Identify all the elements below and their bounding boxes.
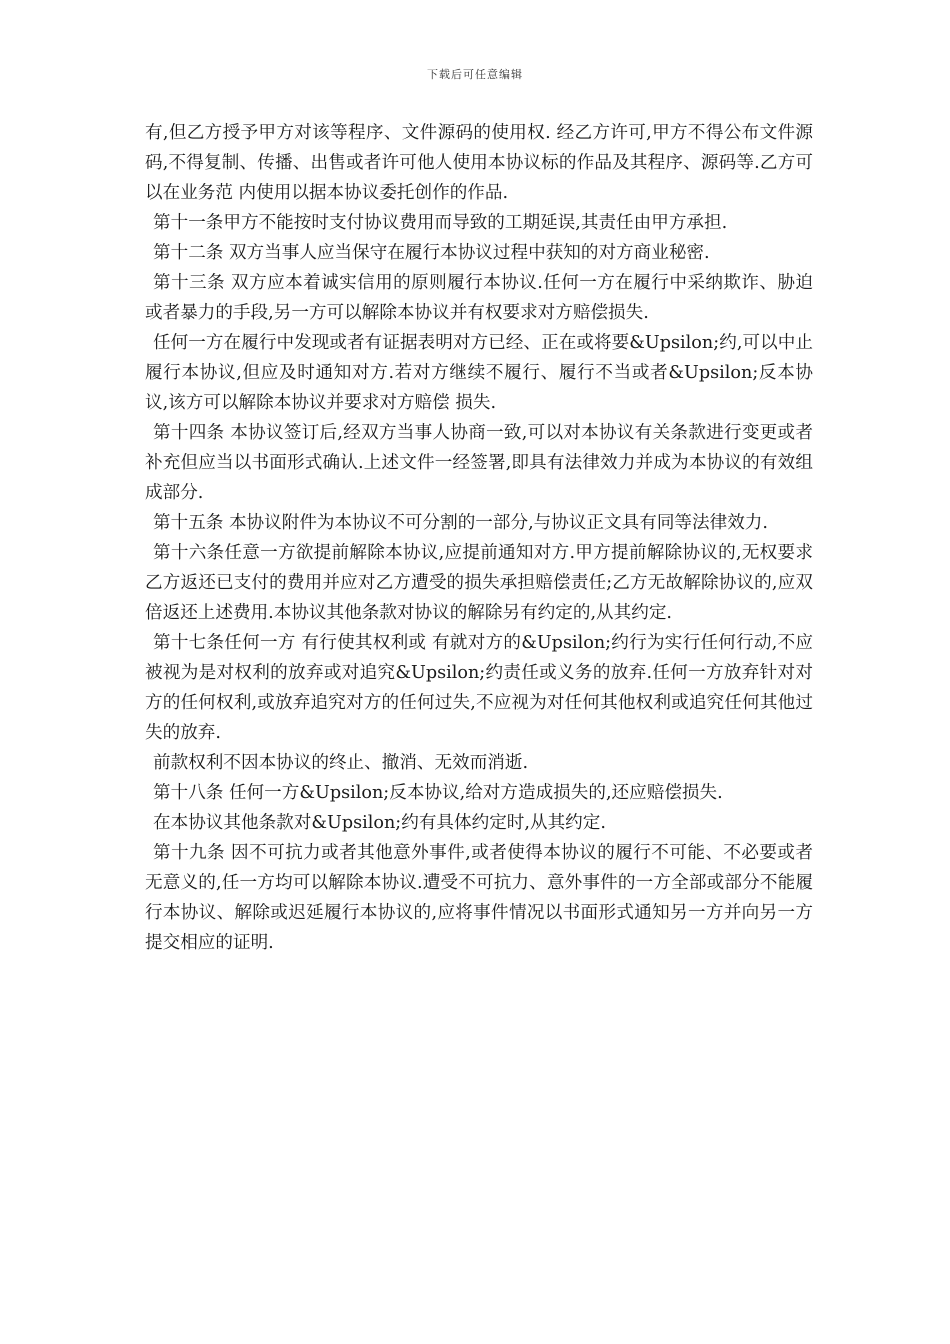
paragraph-article-16: 第十六条任意一方欲提前解除本协议,应提前通知对方.甲方提前解除协议的,无权要求乙方返还已支付的费用并应对乙方遭受的损失承担赔偿责任;乙方无故解除协议的,应双倍返还上述费用.本协议其他条款对协议的解除另有约定的,从其约定.	[145, 543, 813, 623]
paragraph-article-15: 第十五条 本协议附件为本协议不可分割的一部分,与协议正文具有同等法律效力.	[153, 513, 768, 533]
paragraph-article-18-cont: 在本协议其他条款对&Upsilon;约有具体约定时,从其约定.	[153, 813, 606, 833]
paragraph-article-12: 第十二条 双方当事人应当保守在履行本协议过程中获知的对方商业秘密.	[153, 243, 710, 263]
paragraph-article-13: 第十三条 双方应本着诚实信用的原则履行本协议.任何一方在履行中采纳欺诈、胁迫或者暴力的手段,另一方可以解除本协议并有权要求对方赔偿损失.	[145, 273, 813, 323]
document-body	[145, 118, 813, 958]
paragraph-article-19: 第十九条 因不可抗力或者其他意外事件,或者使得本协议的履行不可能、不必要或者无意义的,任一方均可以解除本协议.遭受不可抗力、意外事件的一方全部或部分不能履行本协议、解除或迟延履行本协议的,应将事件情况以书面形式通知另一方并向另一方提交相应的证明.	[145, 843, 813, 953]
paragraph-article-11: 第十一条甲方不能按时支付协议费用而导致的工期延误,其责任由甲方承担.	[153, 213, 728, 233]
paragraph-article-18: 第十八条 任何一方&Upsilon;反本协议,给对方造成损失的,还应赔偿损失.	[153, 783, 723, 803]
page-header: 下载后可任意编辑	[427, 68, 523, 81]
paragraph-article-17-cont: 前款权利不因本协议的终止、撤消、无效而消逝.	[153, 753, 529, 773]
paragraph-continued: 有,但乙方授予甲方对该等程序、文件源码的使用权. 经乙方许可,甲方不得公布文件源码,不得复制、传播、出售或者许可他人使用本协议标的作品及其程序、源码等.乙方可以在业务范 内使用以据本协议委托创作的作品.	[145, 123, 813, 203]
paragraph-article-14: 第十四条 本协议签订后,经双方当事人协商一致,可以对本协议有关条款进行变更或者补充但应当以书面形式确认.上述文件一经签署,即具有法律效力并成为本协议的有效组成部分.	[145, 423, 813, 503]
paragraph-article-17: 第十七条任何一方 有行使其权利或 有就对方的&Upsilon;约行为实行任何行动,不应被视为是对权利的放弃或对追究&Upsilon;约责任或义务的放弃.任何一方放弃针对对方的任何权利,或放弃追究对方的任何过失,不应视为对任何其他权利或追究任何其他过失的放弃.	[145, 633, 813, 743]
paragraph-article-13-cont: 任何一方在履行中发现或者有证据表明对方已经、正在或将要&Upsilon;约,可以中止履行本协议,但应及时通知对方.若对方继续不履行、履行不当或者&Upsilon;反本协议,该方可以解除本协议并要求对方赔偿 损失.	[145, 333, 813, 413]
